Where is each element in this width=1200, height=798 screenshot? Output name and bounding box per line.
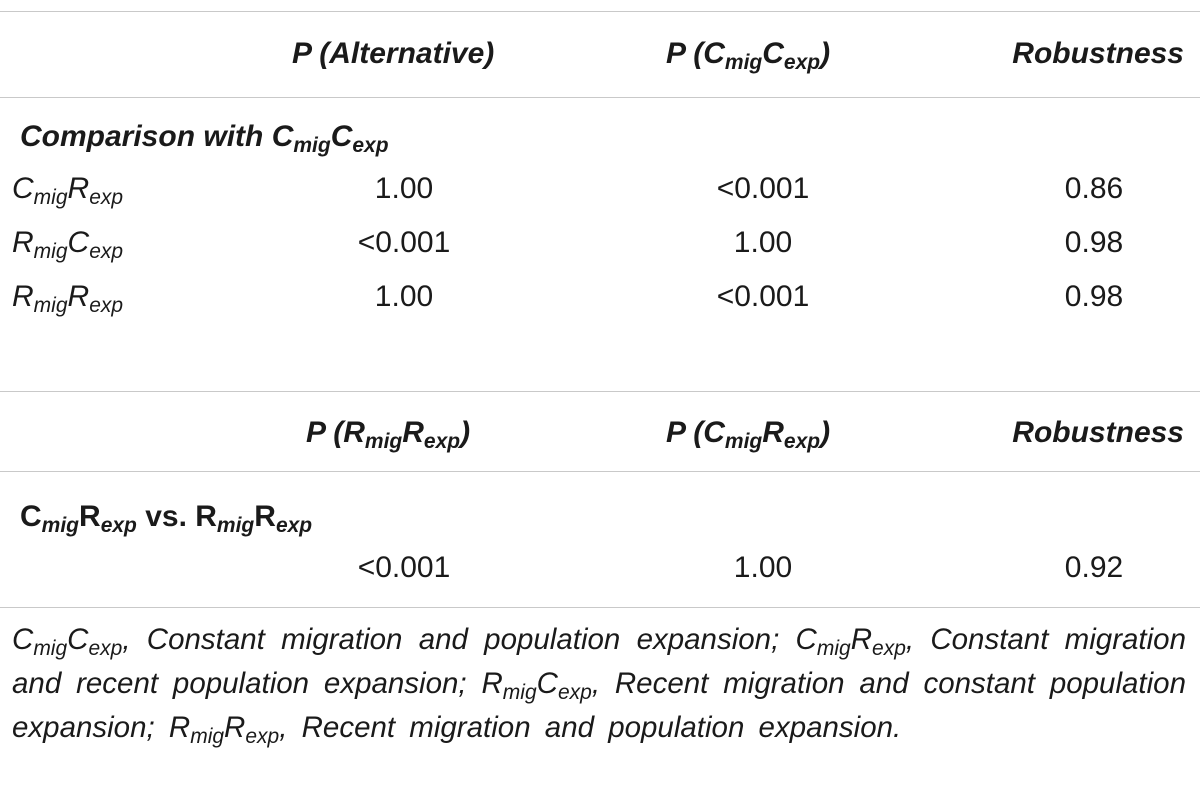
header-p-alternative: P (Alternative)	[292, 37, 495, 70]
header-robustness: Robustness	[1012, 37, 1184, 70]
row-label-cmig-rexp: $C_{mig}R_{exp}$	[12, 172, 124, 209]
row3-p-alternative: 1.00	[374, 280, 434, 313]
top-rule	[0, 11, 1200, 12]
table-footnote: $C_{mig}C_{exp}$, Constant migration and population expansion; $C_{mig}R_{exp}$, Constant migration and recent population expansion; $R_{mig}C_{exp}$, Recent migration and constant population expansion; $R_{mig}R_{exp}$, Recent migration and population expansion.	[12, 623, 1186, 748]
header-robustness-2: Robustness	[1012, 416, 1184, 449]
bottom-rule	[0, 607, 1200, 608]
row3-p-reference: <0.001	[716, 280, 810, 313]
t2-row-p2: 1.00	[733, 551, 793, 584]
row-label-rmig-cexp: $R_{mig}C_{exp}$	[12, 226, 124, 263]
header-p-rmig-rexp: P $(R_{mig}R_{exp})$	[306, 416, 471, 453]
t2-row-p1: <0.001	[357, 551, 451, 584]
row-label-rmig-rexp: $R_{mig}R_{exp}$	[12, 280, 124, 317]
table-divider-rule	[0, 391, 1200, 392]
header-p-cmig-rexp: P $(C_{mig}R_{exp})$	[666, 416, 831, 453]
row2-p-reference: 1.00	[733, 226, 793, 259]
row1-p-alternative: 1.00	[374, 172, 434, 205]
row1-p-reference: <0.001	[716, 172, 810, 205]
row3-robustness: 0.98	[1064, 280, 1124, 313]
header-rule-1	[0, 97, 1200, 98]
t2-row-robustness: 0.92	[1064, 551, 1124, 584]
header-rule-2	[0, 471, 1200, 472]
header-p-cmig-cexp: P $(C_{mig}C_{exp})$	[666, 37, 831, 74]
section-comparison-title: Comparison with $C_{mig}C_{exp}$	[20, 120, 389, 157]
row2-p-alternative: <0.001	[357, 226, 451, 259]
row2-robustness: 0.98	[1064, 226, 1124, 259]
section-cmig-rexp-vs-rmig-rexp: $C_{mig}R_{exp}$ vs. $R_{mig}R_{exp}$	[20, 500, 313, 537]
row1-robustness: 0.86	[1064, 172, 1124, 205]
